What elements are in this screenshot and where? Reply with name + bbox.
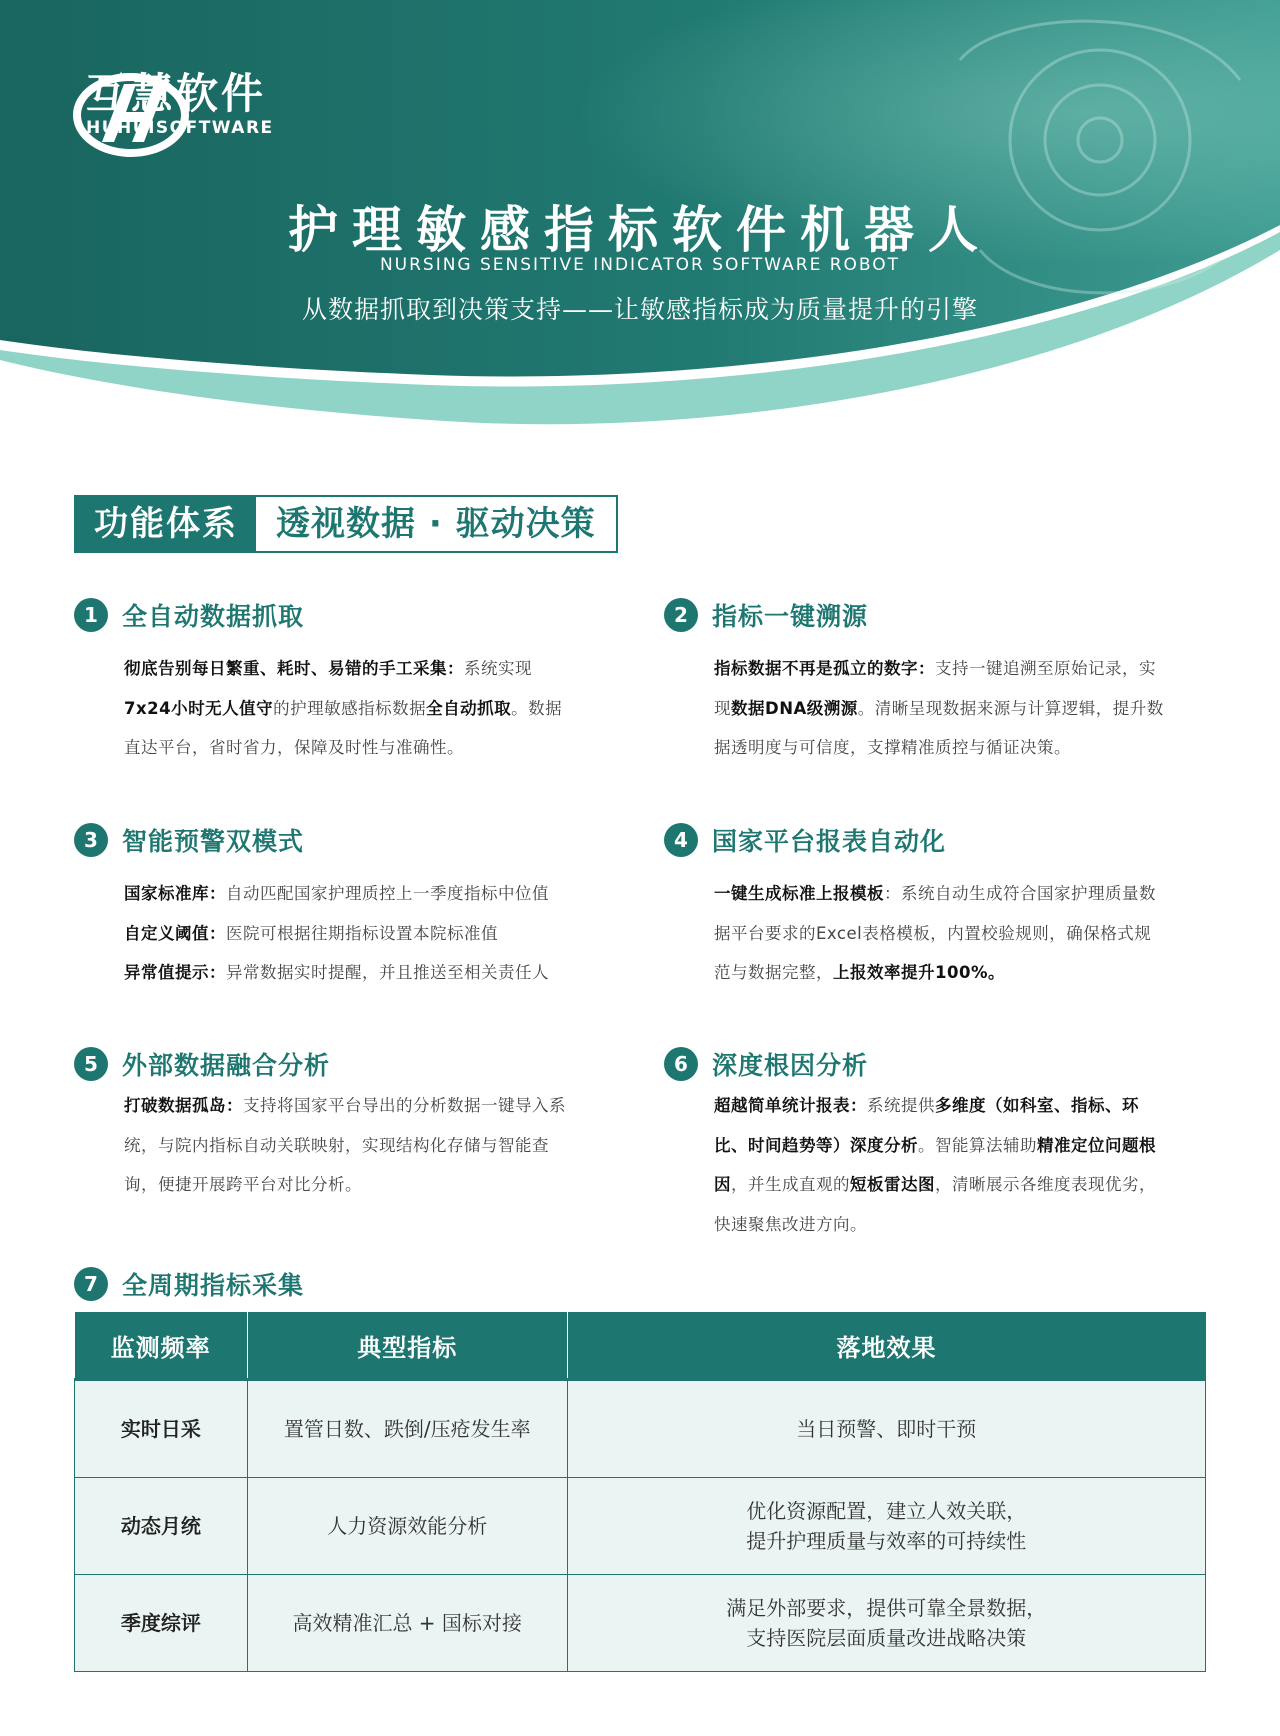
feature-line [124,874,574,914]
body-text: 系统提供 [867,1096,935,1115]
emphasis-text: 一键生成标准上报模板 [714,884,884,903]
section-label: 功能体系 [76,497,256,551]
cell-effect [567,1380,1205,1478]
body-text: ，并生成直观的 [731,1175,850,1194]
feature-title: 国家平台报表自动化 [712,827,947,856]
feature-body [714,874,1164,993]
feature-title: 全自动数据抓取 [122,602,305,631]
emphasis-text: 7x24小时无人值守 [124,698,274,718]
tagline: 从数据抓取到决策支持——让敏感指标成为质量提升的引擎 [301,295,978,324]
emphasis-text: 彻底告别每日繁重、耗时、易错的手工采集： [124,659,464,678]
section-subtitle: 透视数据 · 驱动决策 [256,497,616,551]
effect-line: 当日预警、即时干预 [796,1417,977,1441]
body-text: 异常数据实时提醒，并且推送至相关责任人 [226,963,549,982]
cell-effect [567,1478,1205,1575]
emphasis-text: 指标数据不再是孤立的数字： [714,659,935,678]
emphasis-text: 自定义阈值： [124,923,226,943]
cell-frequency: 动态月统 [75,1478,248,1575]
main-title: 护理敏感指标软件机器人 [288,201,992,259]
body-text: 。智能算法辅助 [918,1135,1037,1155]
brand-logo [72,70,274,138]
feature-number: 1 [74,598,108,632]
emphasis-text: 全自动抓取 [426,698,512,718]
cell-effect [567,1575,1205,1672]
feature-5 [74,1044,574,1205]
feature-3 [74,820,574,993]
feature-body [714,1086,1164,1244]
table-row [75,1575,1206,1672]
table-row [75,1380,1206,1478]
body-text: 支持一键追溯至原始记录，实现 [714,659,1156,718]
feature-number: 5 [74,1047,108,1081]
cell-indicator: 置管日数、跌倒/压疮发生率 [247,1380,567,1478]
body-text: 。清晰呈现数据来源与计算逻辑，提升数据透明度与可信度，支撑精准质控与循证决策。 [714,698,1164,757]
feature-line [124,914,574,954]
main-title-en: NURSING SENSITIVE INDICATOR SOFTWARE ROBOT [379,255,901,275]
column-header: 落地效果 [567,1312,1205,1380]
cell-indicator: 高效精准汇总 + 国标对接 [247,1575,567,1672]
feature-body [124,874,574,993]
body-text: ：系统自动生成符合国家护理质量数据平台要求的Excel表格模板，内置校验规则，确保格式规范与数据完整， [714,884,1156,982]
emphasis-text: 多维度（如科室、指标、环比、时间趋势等）深度分析 [714,1096,1139,1155]
body-text: 支持将国家平台导出的分析数据一键导入系统，与院内指标自动关联映射，实现结构化存储与智能查询，便捷开展跨平台对比分析。 [124,1096,566,1194]
table-header-row [75,1312,1206,1380]
feature-title: 指标一键溯源 [712,602,869,631]
body-text: 自动匹配国家护理质控上一季度指标中位值 [226,884,549,903]
effect-line: 满足外部要求，提供可靠全景数据， [726,1596,1047,1620]
feature-body [124,649,574,768]
feature-1 [74,595,574,768]
effect-line: 支持医院层面质量改进战略决策 [746,1626,1027,1650]
effect-line: 优化资源配置，建立人效关联， [746,1499,1027,1523]
indicator-table [74,1312,1206,1672]
cell-frequency: 季度综评 [75,1575,248,1672]
emphasis-text: 短板雷达图 [850,1175,935,1194]
cell-frequency: 实时日采 [75,1380,248,1478]
table-row [75,1478,1206,1575]
body-text: 的护理敏感指标数据 [273,698,427,718]
hy-logo-icon [72,70,190,160]
emphasis-text: 上报效率提升100%。 [833,963,1005,982]
header-banner [0,0,1280,450]
body-text: 医院可根据往期指标设置本院标准值 [226,923,498,943]
emphasis-text: 国家标准库： [124,884,226,903]
feature-title: 智能预警双模式 [122,827,305,856]
section-heading [74,495,618,553]
feature-2 [664,595,1164,768]
emphasis-text: 打破数据孤岛： [124,1096,243,1115]
feature-line [124,953,574,993]
feature-number: 3 [74,823,108,857]
feature-title: 外部数据融合分析 [122,1051,331,1080]
feature-7 [74,1264,574,1304]
feature-body [124,1086,574,1205]
feature-4 [664,820,1164,993]
feature-title: 深度根因分析 [712,1051,869,1080]
brand-name-cn: 互慧软件 [86,69,267,118]
body-text: 系统实现 [464,659,532,678]
body-text: ，清晰展示各维度表现优劣，快速聚焦改进方向。 [714,1175,1156,1234]
emphasis-text: 精准定位问题根因 [714,1135,1156,1194]
emphasis-text: 数据DNA级溯源 [731,698,858,718]
feature-title: 全周期指标采集 [122,1271,305,1300]
feature-6 [664,1044,1164,1244]
brand-name-en: HUHUISOFTWARE [86,118,274,138]
emphasis-text: 异常值提示： [124,963,226,982]
feature-number: 2 [664,598,698,632]
body-text: 。数据直达平台，省时省力，保障及时性与准确性。 [124,698,563,757]
column-header: 监测频率 [75,1312,248,1380]
feature-body [714,649,1164,768]
column-header: 典型指标 [247,1312,567,1380]
feature-number: 6 [664,1047,698,1081]
effect-line: 提升护理质量与效率的可持续性 [746,1529,1027,1553]
cell-indicator: 人力资源效能分析 [247,1478,567,1575]
feature-number: 7 [74,1267,108,1301]
emphasis-text: 超越简单统计报表： [714,1096,867,1115]
feature-number: 4 [664,823,698,857]
